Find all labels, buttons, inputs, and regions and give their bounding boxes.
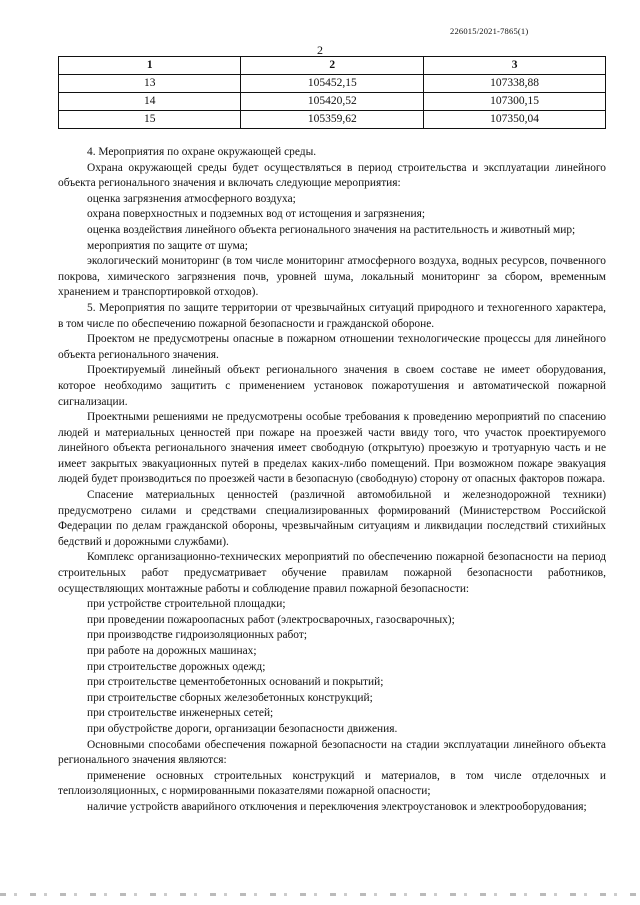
scan-edge-artifact <box>0 893 640 896</box>
paragraph: Проектом не предусмотрены опасные в пожарном отношении технологические процессы для линейного объекта регионального значения. <box>58 333 606 361</box>
section-heading-environment: 4. Мероприятия по охране окружающей среды. <box>87 146 317 158</box>
list-item: при устройстве строительной площадки; <box>87 598 286 611</box>
paragraph: Спасение материальных ценностей (различной автомобильной и железнодорожной техники) предусмотрено силами и средствами специализированных формирований (Министерством Российской Федерации по делам гражданской обороны, чрезвычайным ситуациям и ликвидации последствий стихийных бедствий и дорожными службами). <box>58 489 606 548</box>
list-item: экологический мониторинг (в том числе мониторинг атмосферного воздуха, водных ресурсов, почвенного покрова, химического загрязнения почв, уровней шума, локальный мониторинг за сбором, временным хранением и транспортировкой отходов). <box>58 255 606 299</box>
document-body <box>58 145 606 816</box>
list-item: при строительстве дорожных одежд; <box>87 660 266 673</box>
document-number: 226015/2021-7865(1) <box>450 26 529 36</box>
table-cell: 107338,88 <box>424 75 606 93</box>
list-item: при строительстве цементобетонных оснований и покрытий; <box>87 676 384 689</box>
paragraph: Проектируемый линейный объект регионального значения в своем составе не имеет оборудования, которое необходимо защитить с применением установок пожаротушения и автоматической пожарной сигнализации. <box>58 364 606 408</box>
section-heading-emergency: 5. Мероприятия по защите территории от чрезвычайных ситуаций природного и техногенного характера, в том числе по обеспечению пожарной безопасности и гражданской обороне. <box>58 301 606 330</box>
table-cell: 107300,15 <box>424 93 606 111</box>
list-item: при работе на дорожных машинах; <box>87 645 257 657</box>
list-item: оценка воздействия линейного объекта регионального значения на растительность и животный мир; <box>87 223 576 236</box>
list-item: при производстве гидроизоляционных работ; <box>87 629 307 642</box>
table-cell: 105420,52 <box>241 93 424 111</box>
table-cell: 14 <box>59 93 241 111</box>
table-row <box>59 75 606 93</box>
table-cell: 15 <box>59 111 241 129</box>
list-item: оценка загрязнения атмосферного воздуха; <box>87 192 296 205</box>
list-item: наличие устройств аварийного отключения и переключения электроустановок и электрооборудования; <box>87 800 587 813</box>
paragraph: Охрана окружающей среды будет осуществляться в период строительства и эксплуатации линейного объекта регионального значения и включать следующие мероприятия: <box>58 161 606 190</box>
list-item: охрана поверхностных и подземных вод от истощения и загрязнения; <box>87 208 426 221</box>
paragraph: Основными способами обеспечения пожарной безопасности на стадии эксплуатации линейного объекта регионального значения являются: <box>58 738 606 767</box>
list-item: при проведении пожароопасных работ (электросварочных, газосварочных); <box>87 613 455 626</box>
coordinates-table <box>58 56 606 129</box>
list-item: применение основных строительных конструкций и материалов, в том числе отделочных и теплоизоляционных, с нормированными показателями пожарной опасности; <box>58 769 606 798</box>
list-item: при обустройстве дороги, организации безопасности движения. <box>87 722 398 735</box>
table-header-cell: 3 <box>424 57 606 75</box>
table-header-row <box>59 57 606 75</box>
list-item: при строительстве сборных железобетонных конструкций; <box>87 691 373 704</box>
list-item: мероприятия по защите от шума; <box>87 239 248 252</box>
page-number: 2 <box>317 43 323 57</box>
table-row <box>59 93 606 111</box>
table-cell: 105359,62 <box>241 111 424 129</box>
table-header-cell: 2 <box>241 57 424 75</box>
table-cell: 105452,15 <box>241 75 424 93</box>
table-cell: 13 <box>59 75 241 93</box>
list-item: при строительстве инженерных сетей; <box>87 707 274 720</box>
table-header-cell: 1 <box>59 57 241 75</box>
table-row <box>59 111 606 129</box>
paragraph: Комплекс организационно-технических мероприятий по обеспечению пожарной безопасности на период строительных работ предусматривает обучение правилам пожарной безопасности работников, осуществляющих монтажные работы и соблюдение правил пожарной безопасности: <box>58 551 606 595</box>
paragraph: Проектными решениями не предусмотрены особые требования к проведению мероприятий по спасению людей и материальных ценностей при пожаре на проезжей части ввиду того, что участок проектируемого линейного объекта регионального значения имеет свободную (открытую) проезжую и тротуарную часть и не имеет закрытых эвакуационных путей в пределах каких-либо помещений. При возможном пожаре эвакуация людей будет производиться по проезжей части в безопасную (свободную) сторону от опасных факторов пожара. <box>58 411 606 486</box>
table-cell: 107350,04 <box>424 111 606 129</box>
